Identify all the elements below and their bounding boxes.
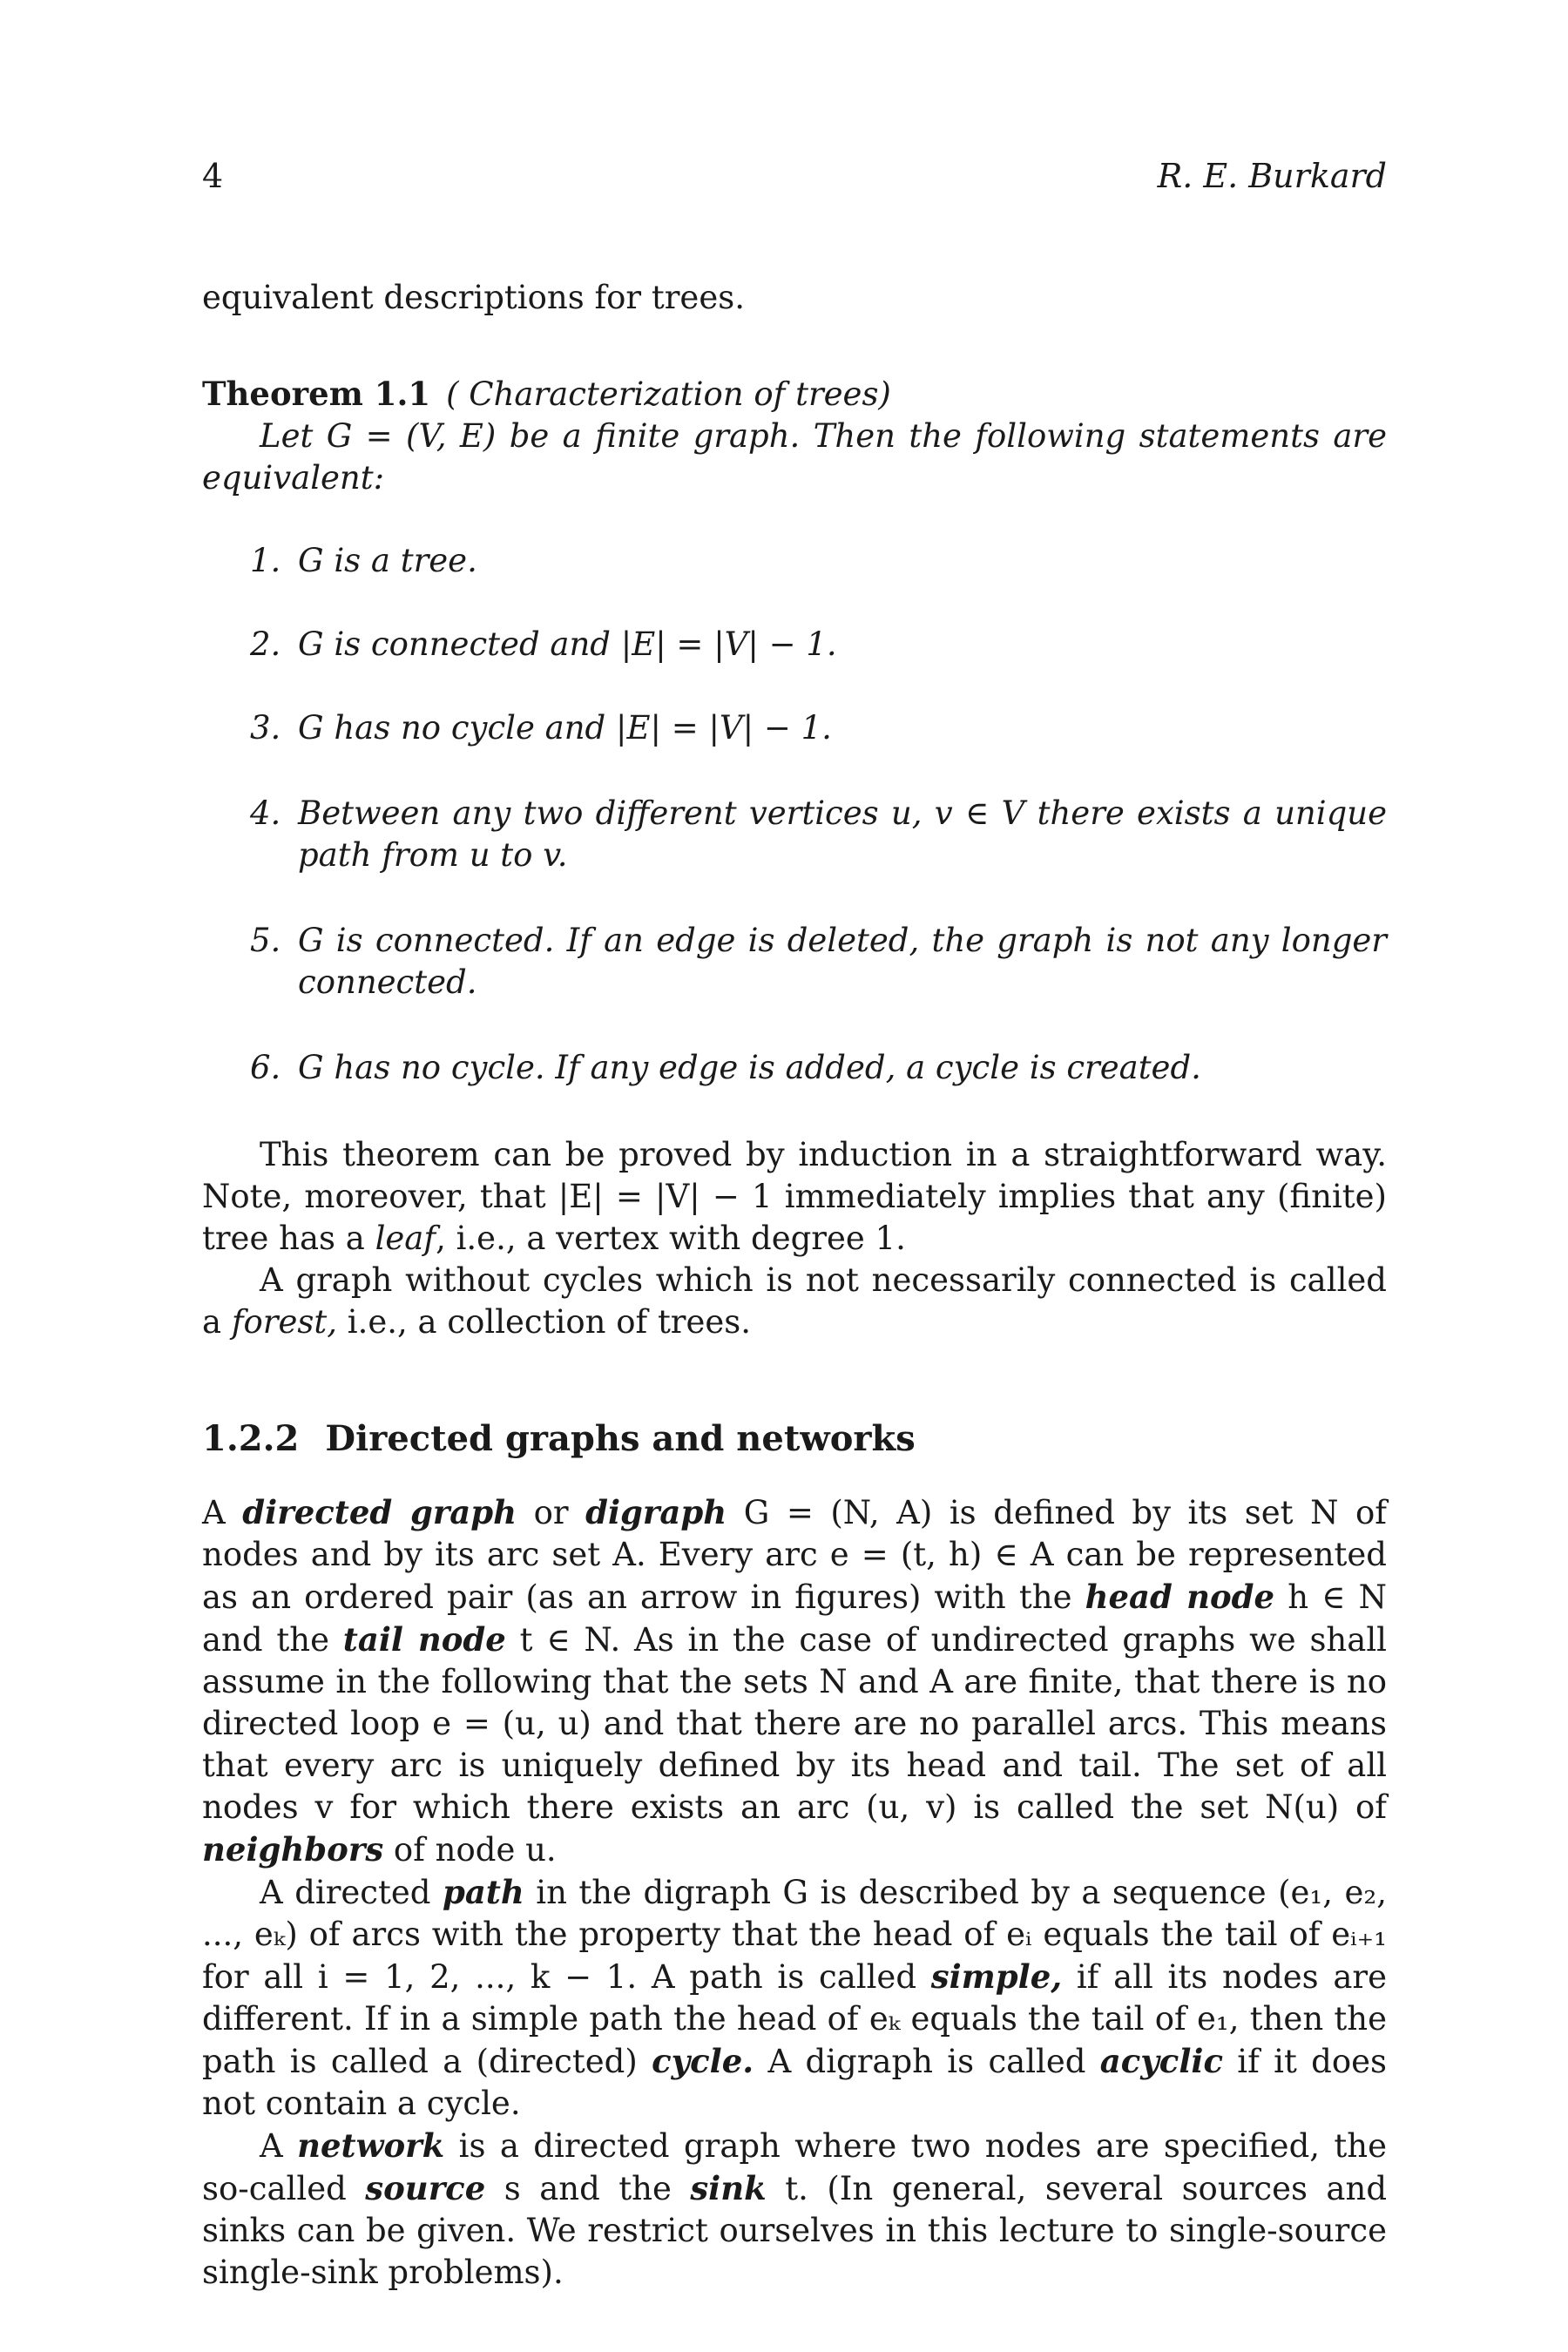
list-item xyxy=(250,707,1387,749)
intro-text: equivalent descriptions for trees. xyxy=(202,279,745,316)
term-leaf: leaf xyxy=(375,1220,436,1257)
running-author: R. E. Burkard xyxy=(1157,157,1387,195)
running-header xyxy=(202,157,1387,200)
term-neighbors: neighbors xyxy=(202,1830,384,1869)
theorem-1-1 xyxy=(202,373,1387,499)
text-run: A digraph is called xyxy=(754,2043,1100,2080)
text-run: A xyxy=(202,1494,243,1531)
page-number: 4 xyxy=(202,157,224,195)
item-text: G has no cycle. If any edge is added, a cycle is created. xyxy=(298,1049,1201,1086)
text-run: i.e., a collection of trees. xyxy=(337,1303,752,1341)
list-item xyxy=(250,793,1387,876)
item-number: 6. xyxy=(250,1049,281,1086)
list-item xyxy=(250,1047,1387,1089)
section-heading xyxy=(202,1418,1387,1459)
theorem-label: Theorem 1.1 xyxy=(202,375,431,413)
term-head-node: head node xyxy=(1085,1578,1275,1616)
term-acyclic: acyclic xyxy=(1099,2042,1223,2080)
item-text: G has no cycle and |E| = |V| − 1. xyxy=(298,709,832,747)
text-run: A directed xyxy=(260,1874,443,1911)
term-source: source xyxy=(365,2169,486,2207)
paragraph xyxy=(202,1134,1387,1260)
item-number: 2. xyxy=(250,625,281,663)
item-number: 3. xyxy=(250,709,281,747)
text-run: t. (In general, several sources and sinks can be given. We restrict ourselves in this lecture to single-source single-sink problems). xyxy=(202,2170,1388,2291)
text-run: h ∈ N and the xyxy=(202,1578,1387,1659)
term-cycle: cycle. xyxy=(652,2042,754,2080)
item-number: 1. xyxy=(250,542,281,579)
paragraph xyxy=(202,1491,1387,1871)
text-run: if it does not contain a cycle. xyxy=(202,2043,1388,2122)
list-item xyxy=(250,920,1387,1004)
theorem-heading xyxy=(202,373,1387,416)
section-title: Directed graphs and networks xyxy=(325,1418,916,1459)
list-item xyxy=(250,540,1387,582)
post-theorem-text xyxy=(202,1134,1387,1343)
text-run: if all its nodes are different. If in a simple path the head of eₖ equals the tail of e₁, then the path is called a (directed) xyxy=(202,1958,1387,2080)
paragraph xyxy=(202,1260,1387,1343)
term-tail-node: tail node xyxy=(342,1620,506,1659)
term-sink: sink xyxy=(690,2169,767,2207)
text-run: of node u. xyxy=(383,1831,557,1869)
term-path: path xyxy=(442,1873,524,1911)
item-text: G is connected. If an edge is deleted, the graph is not any longer connected. xyxy=(298,922,1387,1001)
item-text: G is a tree. xyxy=(298,542,477,579)
text-run: G = (N, A) is defined by its set N of nodes and by its arc set A. Every arc e = (t, h) ∈ A can be represented as an ordered pair (as an arrow in figures) with the xyxy=(202,1494,1387,1616)
text-run: A xyxy=(260,2127,298,2165)
text-run: is a directed graph where two nodes are specified, the so-called xyxy=(202,2127,1387,2207)
text-run: or xyxy=(517,1494,586,1531)
intro-line xyxy=(202,277,1387,319)
text-run: t ∈ N. As in the case of undirected graphs we shall assume in the following that the sets N and A are finite, that there is no directed loop e = (u, u) and that there are no parallel arcs. This means that every arc is uniquely defined by its head and tail. The set of all nodes v for which there exists an arc (u, v) is called the set N(u) of xyxy=(202,1621,1387,1826)
term-network: network xyxy=(297,2126,445,2165)
paragraph xyxy=(202,1871,1387,2125)
item-text: Between any two different vertices u, v ∈ V there exists a unique path from u to v. xyxy=(298,794,1387,874)
text-run: in the digraph G is described by a sequence (e₁, e₂, ..., eₖ) of arcs with the property that the head of eᵢ equals the tail of eᵢ₊₁ for all i = 1, 2, ..., k − 1. A path is called xyxy=(202,1874,1387,1996)
list-item xyxy=(250,624,1387,666)
theorem-statement: Let G = (V, E) be a finite graph. Then the following statements are equivalent: xyxy=(202,417,1387,497)
text-run: s and the xyxy=(485,2170,691,2207)
item-number: 5. xyxy=(250,922,281,959)
item-text: G is connected and |E| = |V| − 1. xyxy=(298,625,837,663)
theorem-title: ( Characterization of trees) xyxy=(446,375,891,413)
paragraph xyxy=(202,2125,1387,2294)
digraph-section-body xyxy=(202,1491,1387,2294)
term-forest: forest, xyxy=(231,1303,337,1341)
item-number: 4. xyxy=(250,794,281,832)
term-directed-graph: directed graph xyxy=(242,1493,517,1531)
text-run: , i.e., a vertex with degree 1. xyxy=(436,1220,906,1257)
text-run: A graph without cycles which is not necessarily connected is called a xyxy=(202,1261,1387,1341)
term-digraph: digraph xyxy=(585,1493,727,1531)
text-run: This theorem can be proved by induction in a straightforward way. Note, moreover, that |E| = |V| − 1 immediately implies that any (finite) tree has a xyxy=(202,1136,1387,1257)
section-number: 1.2.2 xyxy=(202,1418,300,1459)
term-simple: simple, xyxy=(930,1957,1063,1996)
